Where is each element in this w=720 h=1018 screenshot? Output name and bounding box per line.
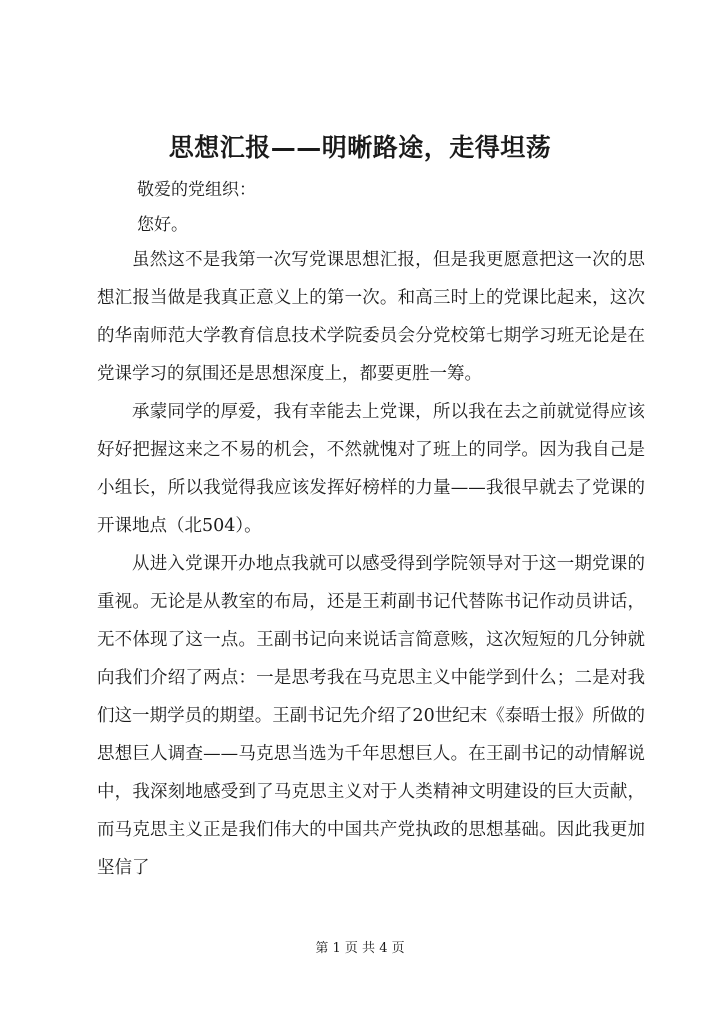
body-text (97, 241, 645, 887)
page-number-footer: 第 1 页 共 4 页 (315, 941, 405, 956)
paragraph-3: 从进入党课开办地点我就可以感受得到学院领导对于这一期党课的重视。无论是从教室的布局，还是王莉副书记代替陈书记作动员讲话，无不体现了这一点。王副书记向来说话言简意赅，这次短短的几分钟就向我们介绍了两点：一是思考我在马克思主义中能学到什么；二是对我们这一期学员的期望。王副书记先介绍了20世纪末《泰晤士报》所做的思想巨人调查——马克思当选为千年思想巨人。在王副书记的动情解说中，我深刻地感受到了马克思主义对于人类精神文明建设的巨大贡献，而马克思主义正是我们伟大的中国共产党执政的思想基础。因此我更加坚信了 (97, 554, 645, 878)
greeting-line: 敬爱的党组织： (137, 180, 256, 200)
paragraph-2: 承蒙同学的厚爱，我有幸能去上党课，所以我在去之前就觉得应该好好把握这来之不易的机会，不然就愧对了班上的同学。因为我自己是小组长，所以我觉得我应该发挥好榜样的力量——我很早就去了党课的开课地点（北504）。 (97, 402, 645, 536)
page-title: 思想汇报——明晰路途，走得坦荡 (168, 133, 552, 162)
salutation-line: 您好。 (137, 215, 188, 235)
paragraph-1: 虽然这不是我第一次写党课思想汇报，但是我更愿意把这一次的思想汇报当做是我真正意义上的第一次。和高三时上的党课比起来，这次的华南师范大学教育信息技术学院委员会分党校第七期学习班无论是在党课学习的氛围还是思想深度上，都要更胜一筹。 (97, 250, 645, 384)
